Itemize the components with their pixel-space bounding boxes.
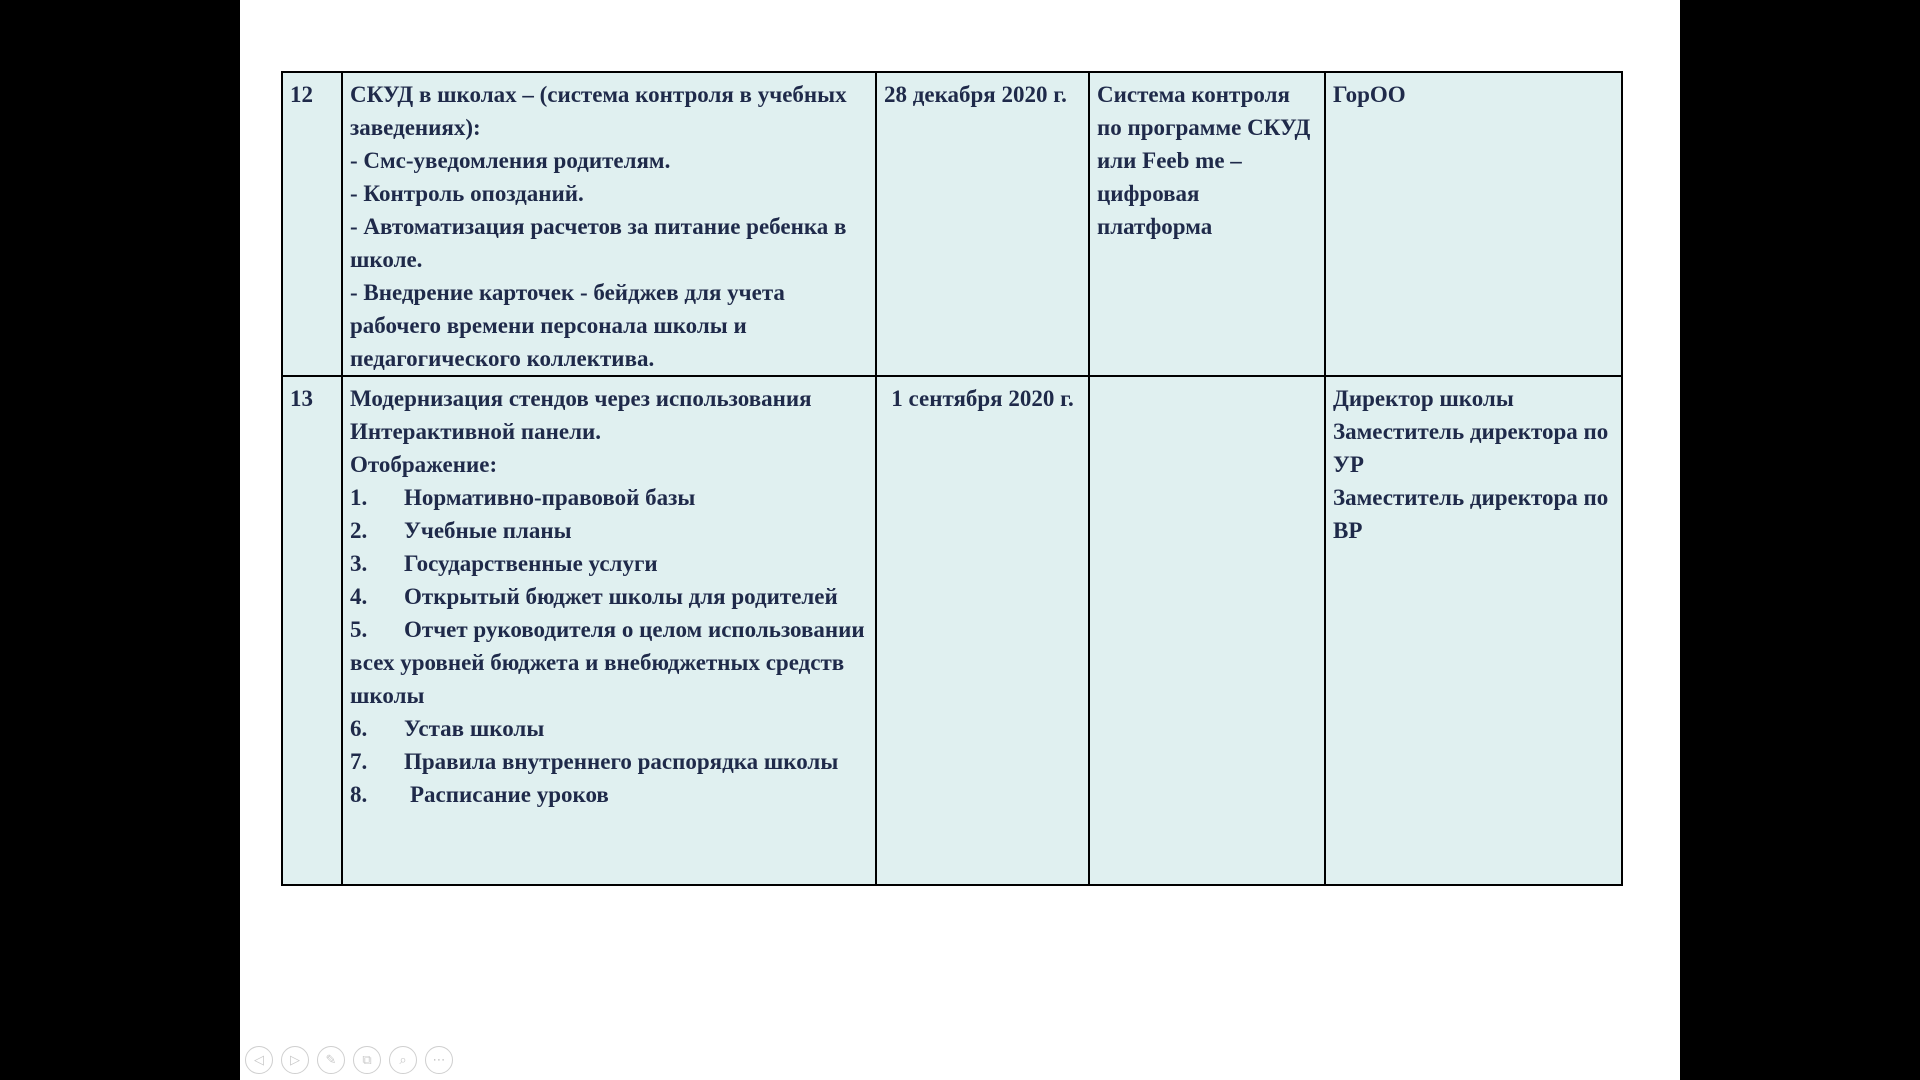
deadline-date: 28 декабря 2020 г. — [884, 82, 1067, 107]
row-number-cell — [282, 376, 342, 885]
list-item — [350, 481, 868, 514]
date-cell — [876, 376, 1089, 885]
task-cell — [342, 376, 876, 885]
task-line: СКУД в школах – (система контроля в учебных заведениях): — [350, 82, 847, 140]
task-line: - Контроль опозданий. — [350, 181, 584, 206]
control-cell — [1089, 376, 1325, 885]
responsible-cell — [1325, 72, 1622, 376]
list-item-number: 2. — [350, 518, 368, 543]
list-item — [350, 514, 868, 547]
slides-icon[interactable]: ⧉ — [353, 1046, 381, 1074]
list-item — [350, 613, 868, 712]
zoom-icon[interactable]: ⌕ — [389, 1046, 417, 1074]
responsible-line: Заместитель директора по ВР — [1333, 485, 1609, 543]
list-item-number: 1. — [350, 485, 368, 510]
list-item — [350, 580, 868, 613]
list-item-text: Нормативно-правовой базы — [404, 485, 696, 510]
responsible-cell — [1325, 376, 1622, 885]
task-line: - Смс-уведомления родителям. — [350, 148, 671, 173]
list-item — [350, 547, 868, 580]
list-item-text: Правила внутреннего распорядка школы — [404, 749, 839, 774]
task-cell — [342, 72, 876, 376]
responsible-line: ГорОО — [1333, 82, 1406, 107]
deadline-date: 1 сентября 2020 г. — [891, 386, 1074, 411]
task-line: Модернизация стендов через использования Интерактивной панели. — [350, 386, 812, 444]
control-cell — [1089, 72, 1325, 376]
list-item-text: Учебные планы — [404, 518, 572, 543]
table-row — [282, 376, 1622, 885]
task-line: Отображение: — [350, 452, 498, 477]
list-item-number: 3. — [350, 551, 368, 576]
list-item — [350, 778, 868, 811]
date-cell — [876, 72, 1089, 376]
list-item-number: 6. — [350, 716, 368, 741]
responsible-line: Директор школы — [1333, 386, 1514, 411]
list-item-number: 4. — [350, 584, 368, 609]
list-item-number: 8. — [350, 782, 368, 807]
list-item-text: Отчет руководителя о целом использовании всех уровней бюджета и внебюджетных средств школы — [350, 617, 865, 708]
table-row — [282, 72, 1622, 376]
list-item-text: Государственные услуги — [404, 551, 658, 576]
slideshow-toolbar — [245, 1046, 453, 1076]
more-icon[interactable]: ⋯ — [425, 1046, 453, 1074]
row-number: 12 — [290, 82, 313, 107]
row-number-cell — [282, 72, 342, 376]
task-line: - Внедрение карточек - бейджев для учета рабочего времени персонала школы и педагогического коллектива. — [350, 280, 785, 371]
plan-table — [281, 71, 1623, 886]
list-item-number: 7. — [350, 749, 368, 774]
list-item — [350, 712, 868, 745]
list-item-number: 5. — [350, 617, 368, 642]
row-number: 13 — [290, 386, 313, 411]
control-text: Система контроля по программе СКУД или Feeb me – цифровая платформа — [1097, 82, 1311, 239]
list-item-text: Расписание уроков — [410, 782, 609, 807]
list-item — [350, 745, 868, 778]
previous-icon[interactable]: ◁ — [245, 1046, 273, 1074]
list-item-text: Открытый бюджет школы для родителей — [404, 584, 838, 609]
next-icon[interactable]: ▷ — [281, 1046, 309, 1074]
task-line: - Автоматизация расчетов за питание ребенка в школе. — [350, 214, 847, 272]
list-item-text: Устав школы — [404, 716, 545, 741]
responsible-line: Заместитель директора по УР — [1333, 419, 1609, 477]
pen-icon[interactable]: ✎ — [317, 1046, 345, 1074]
slide — [240, 0, 1680, 1080]
